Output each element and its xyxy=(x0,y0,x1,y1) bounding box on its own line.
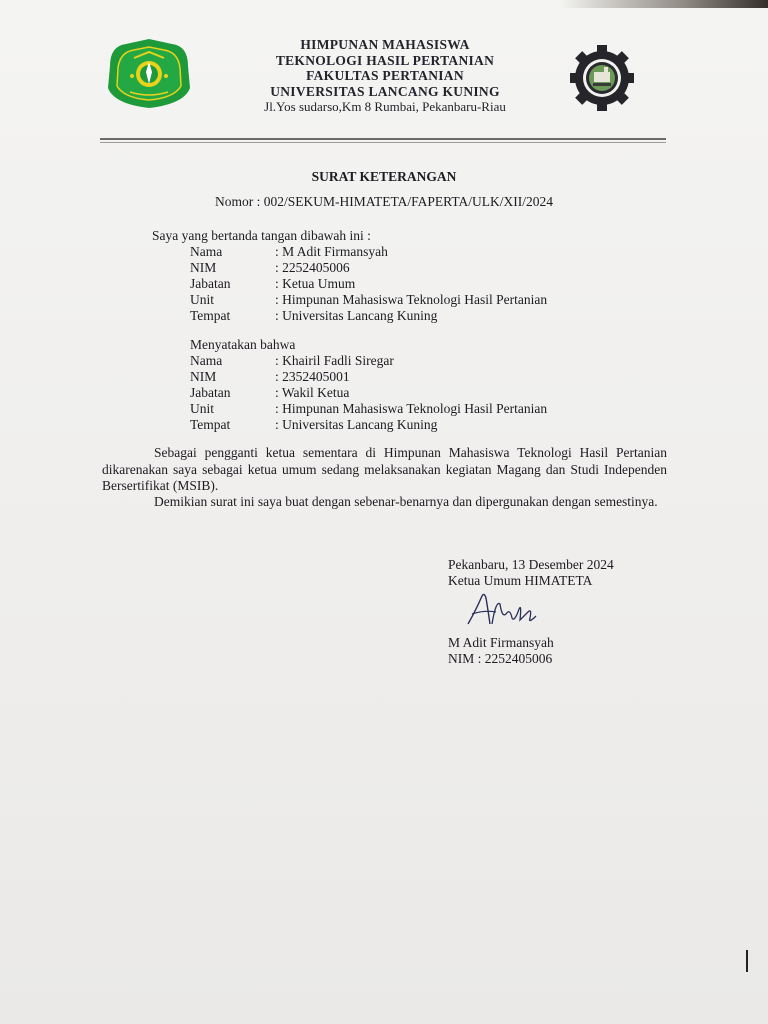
signer-nim: NIM : 2252405006 xyxy=(448,651,553,666)
signer-value-nama: : M Adit Firmansyah xyxy=(275,244,388,259)
signer-label-nim: NIM xyxy=(190,260,217,275)
signer-value-unit: : Himpunan Mahasiswa Teknologi Hasil Pertanian xyxy=(275,292,548,307)
document-number: Nomor : 002/SEKUM-HIMATETA/FAPERTA/ULK/XII/2024 xyxy=(214,194,553,209)
himateta-gear-logo-icon xyxy=(570,44,634,112)
subject-label-jabatan: Jabatan xyxy=(190,385,231,400)
signer-name: M Adit Firmansyah xyxy=(448,635,554,650)
page-edge-mark xyxy=(746,950,748,972)
body-paragraph-1: Sebagai pengganti ketua sementara di Himpunan Mahasiswa Teknologi Hasil Pertanian dikarenakan saya sebagai ketua umum sedang melaksanakan kegiatan Magang dan Studi Independen Bersertifikat (MSIB). xyxy=(102,445,667,493)
letterhead-address: Jl.Yos sudarso,Km 8 Rumbai, Pekanbaru-Riau xyxy=(264,99,506,114)
subject-value-jabatan: : Wakil Ketua xyxy=(275,385,350,400)
signer-label-unit: Unit xyxy=(190,292,215,307)
closing-position: Ketua Umum HIMATETA xyxy=(448,573,593,588)
header-divider xyxy=(100,138,666,140)
letterhead-line-3: FAKULTAS PERTANIAN xyxy=(306,68,464,83)
subject-value-nim: : 2352405001 xyxy=(275,369,350,384)
letterhead xyxy=(210,37,560,115)
signer-label-tempat: Tempat xyxy=(190,308,231,323)
signer-value-nim: : 2252405006 xyxy=(275,260,350,275)
body-paragraph-2: Demikian surat ini saya buat dengan sebenar-benarnya dan dipergunakan dengan semestinya. xyxy=(154,494,658,509)
letterhead-line-2: TEKNOLOGI HASIL PERTANIAN xyxy=(275,52,495,68)
closing-place-date: Pekanbaru, 13 Desember 2024 xyxy=(448,557,614,572)
subject-label-nama: Nama xyxy=(190,353,223,368)
signer-value-jabatan: : Ketua Umum xyxy=(275,276,356,291)
subject-value-nama: : Khairil Fadli Siregar xyxy=(275,353,394,368)
subject-value-tempat: : Universitas Lancang Kuning xyxy=(275,417,438,432)
document-title: SURAT KETERANGAN xyxy=(311,169,457,184)
header-divider-thin xyxy=(100,142,666,143)
letterhead-line-1: HIMPUNAN MAHASISWA xyxy=(300,37,470,52)
signer-label-nama: Nama xyxy=(190,244,223,259)
letterhead-line-4: UNIVERSITAS LANCANG KUNING xyxy=(270,83,500,99)
handwritten-signature-icon xyxy=(462,590,552,630)
declaration-heading: Menyatakan bahwa xyxy=(190,337,296,352)
page-corner-shadow xyxy=(560,0,768,8)
subject-label-tempat: Tempat xyxy=(190,417,231,432)
intro-text: Saya yang bertanda tangan dibawah ini : xyxy=(152,228,371,243)
signer-value-tempat: : Universitas Lancang Kuning xyxy=(275,308,438,323)
subject-label-unit: Unit xyxy=(190,401,215,416)
university-logo-icon xyxy=(104,36,194,110)
subject-label-nim: NIM xyxy=(190,369,217,384)
signer-label-jabatan: Jabatan xyxy=(190,276,231,291)
subject-value-unit: : Himpunan Mahasiswa Teknologi Hasil Pertanian xyxy=(275,401,548,416)
